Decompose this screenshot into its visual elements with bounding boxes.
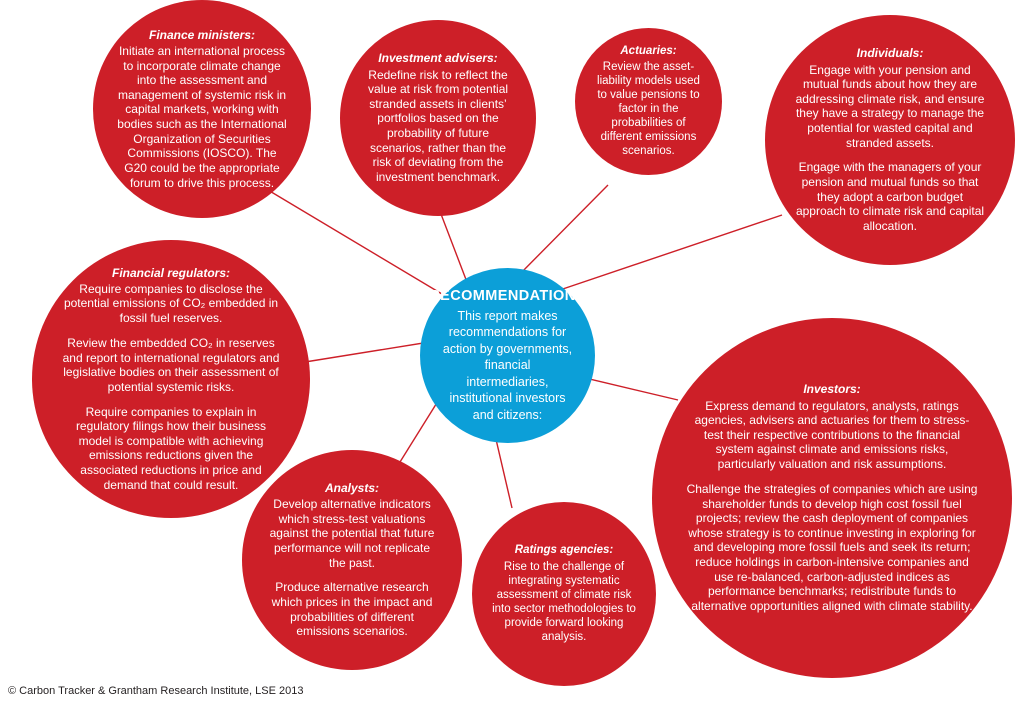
node-text-individuals-1: Engage with your pension and mutual funds about how they are addressing climate risk, and ensure they have a strategy to manage the potential for wasted capital and stranded assets. <box>795 62 985 150</box>
node-text-ratings-agencies: Rise to the challenge of integrating systematic assessment of climate risk into sector methodologies to provide forward looking analysis. <box>492 560 636 643</box>
node-individuals[interactable] <box>765 15 1015 265</box>
node-text-individuals-2: Engage with the managers of your pension and mutual funds so that they adopt a carbon budget approach to climate risk and capital allocation. <box>795 160 985 233</box>
node-text-analysts-2: Produce alternative research which prices in the impact and probabilities of different emissions scenarios. <box>271 580 433 639</box>
node-title-actuaries: Actuaries: <box>620 44 677 57</box>
connector-actuaries <box>512 185 608 282</box>
node-text-financial-regulators-2: Review the embedded CO₂ in reserves and report to international regulators and legislative bodies on their assessment of potential systemic risks. <box>62 335 280 394</box>
node-analysts[interactable] <box>242 450 462 670</box>
node-text-financial-regulators-1: Require companies to disclose the potential emissions of CO₂ embedded in fossil fuel reserves. <box>63 281 279 326</box>
center-node-body: This report makes recommendations for action by governments, financial intermediaries, institutional investors and citizens: <box>442 308 573 422</box>
node-ratings-agencies[interactable] <box>472 502 656 686</box>
node-text-actuaries: Review the asset-liability models used to value pensions to factor in the probabilities of different emissions scenarios. <box>597 61 700 158</box>
node-title-analysts: Analysts: <box>324 481 380 496</box>
node-investors[interactable] <box>652 318 1012 678</box>
node-title-finance-ministers: Finance ministers: <box>148 27 256 42</box>
center-node-recommendations[interactable] <box>420 268 595 443</box>
node-text-investors-2: Challenge the strategies of companies which are using shareholder funds to develop high cost fossil fuel projects; review the cash deployment of companies whose strategy is to continue investing in exploring for and developing more fossil fuels and seek its return; reduce holdings in carbon-intensive companies and use re-balanced, carbon-adjusted indices as performance benchmarks; redistribute funds to alternative opportunities aligned with climate stability. <box>686 481 978 613</box>
center-node-title: RECOMMENDATIONS <box>429 287 586 304</box>
node-financial-regulators[interactable] <box>32 240 310 518</box>
copyright-credit: © Carbon Tracker & Grantham Research Institute, LSE 2013 <box>8 685 304 697</box>
node-title-financial-regulators: Financial regulators: <box>111 265 231 280</box>
node-text-financial-regulators-3: Require companies to explain in regulatory filings how their business model is compatible with achieving emissions reductions given the associated reductions in price and demand that could result. <box>75 404 267 492</box>
node-title-individuals: Individuals: <box>856 46 924 61</box>
node-title-ratings-agencies: Ratings agencies: <box>514 544 614 557</box>
node-actuaries[interactable] <box>575 28 722 175</box>
connector-individuals <box>545 215 782 295</box>
node-title-investment-advisers: Investment advisers: <box>378 51 498 66</box>
node-text-analysts-1: Develop alternative indicators which stress-test valuations against the potential that future performance will not replicate the past. <box>269 497 435 570</box>
node-text-finance-ministers: Initiate an international process to incorporate climate change into the assessment and management of systemic risk in capital markets, working with bodies such as the International Organization of Securities Commissions (IOSCO). The G20 could be the appropriate forum to drive this process. <box>117 43 287 190</box>
node-title-investors: Investors: <box>803 382 861 397</box>
node-investment-advisers[interactable] <box>340 20 536 216</box>
node-finance-ministers[interactable] <box>93 0 311 218</box>
node-text-investment-advisers: Redefine risk to reflect the value at risk from potential stranded assets in clients’ portfolios based on the probability of future scenarios, rather than the risk of deviating from the investment benchmark. <box>367 67 509 184</box>
node-text-investors-1: Express demand to regulators, analysts, ratings agencies, advisers and actuaries for them to stress-test their respective contributions to the financial system against climate and emissions risks, particularly valuation and risk assumptions. <box>694 398 970 472</box>
